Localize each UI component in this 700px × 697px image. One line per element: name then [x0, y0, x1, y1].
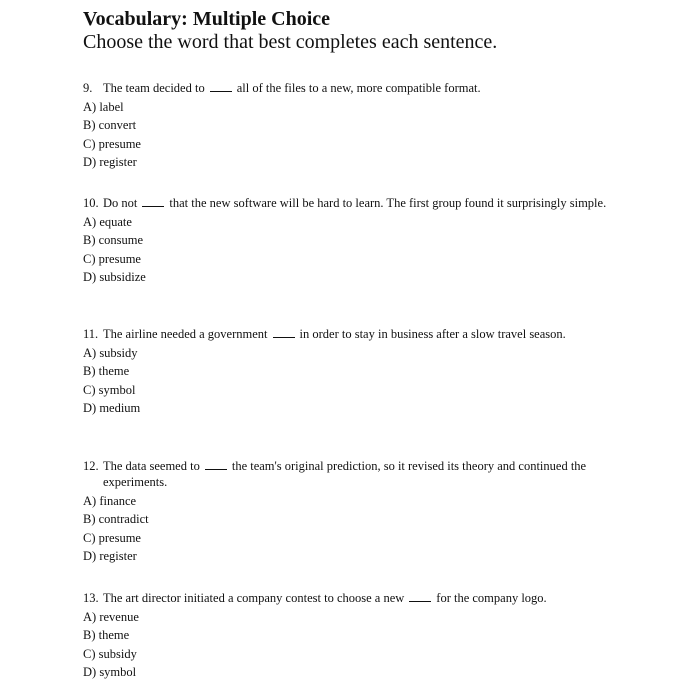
stem-before: The data seemed to [103, 459, 200, 473]
answer-options [83, 492, 643, 566]
option-a[interactable]: A) revenue [83, 610, 139, 624]
option-b[interactable]: B) contradict [83, 512, 149, 527]
option-d[interactable]: D) register [83, 155, 137, 170]
answer-options [83, 98, 643, 172]
option-c[interactable]: C) presume [83, 251, 141, 266]
question-13 [83, 590, 643, 682]
question-number: 13. [83, 591, 99, 605]
question-stem [83, 458, 643, 490]
question-number: 12. [83, 459, 99, 473]
worksheet [83, 8, 683, 680]
stem-after: the team's original prediction, so it revised its theory and continued the experiments. [103, 459, 587, 489]
answer-blank [273, 327, 295, 338]
option-c[interactable]: C) subsidy [83, 646, 137, 661]
option-c[interactable]: C) presume [83, 530, 141, 545]
question-stem [83, 195, 643, 211]
option-a[interactable]: A) label [83, 100, 124, 114]
option-a[interactable]: A) equate [83, 215, 132, 229]
stem-before: The art director initiated a company contest to choose a new [103, 591, 405, 605]
option-a[interactable]: A) finance [83, 494, 137, 508]
option-b[interactable]: B) convert [83, 118, 137, 133]
option-c[interactable]: C) symbol [83, 382, 136, 397]
instructions: Choose the word that best completes each sentence. [83, 31, 498, 53]
stem-after: that the new software will be hard to learn. The first group found it surprisingly simple. [169, 196, 607, 210]
option-b[interactable]: B) theme [83, 628, 130, 643]
answer-blank [210, 81, 232, 92]
stem-after: in order to stay in business after a slow travel season. [299, 327, 566, 341]
stem-after: all of the files to a new, more compatible format. [236, 81, 481, 95]
stem-before: The airline needed a government [103, 327, 268, 341]
question-10 [83, 195, 643, 287]
answer-options [83, 608, 643, 682]
question-number: 9. [83, 81, 93, 95]
page-title: Vocabulary: Multiple Choice [83, 8, 331, 30]
question-stem [83, 590, 643, 606]
option-c[interactable]: C) presume [83, 136, 141, 151]
answer-blank [142, 196, 164, 207]
option-a[interactable]: A) subsidy [83, 346, 138, 360]
stem-after: for the company logo. [436, 591, 547, 605]
answer-options [83, 213, 643, 287]
question-stem [83, 80, 643, 96]
option-d[interactable]: D) register [83, 549, 137, 564]
question-9 [83, 80, 643, 172]
question-stem [83, 326, 643, 342]
stem-before: The team decided to [103, 81, 205, 95]
option-d[interactable]: D) medium [83, 401, 141, 416]
stem-before: Do not [103, 196, 138, 210]
question-number: 11. [83, 327, 99, 341]
question-11 [83, 326, 643, 418]
option-d[interactable]: D) subsidize [83, 270, 146, 285]
answer-options [83, 344, 643, 418]
answer-blank [205, 459, 227, 470]
option-b[interactable]: B) theme [83, 364, 130, 379]
question-number: 10. [83, 196, 99, 210]
question-12 [83, 458, 643, 566]
answer-blank [409, 591, 431, 602]
option-b[interactable]: B) consume [83, 233, 144, 248]
option-d[interactable]: D) symbol [83, 665, 137, 680]
